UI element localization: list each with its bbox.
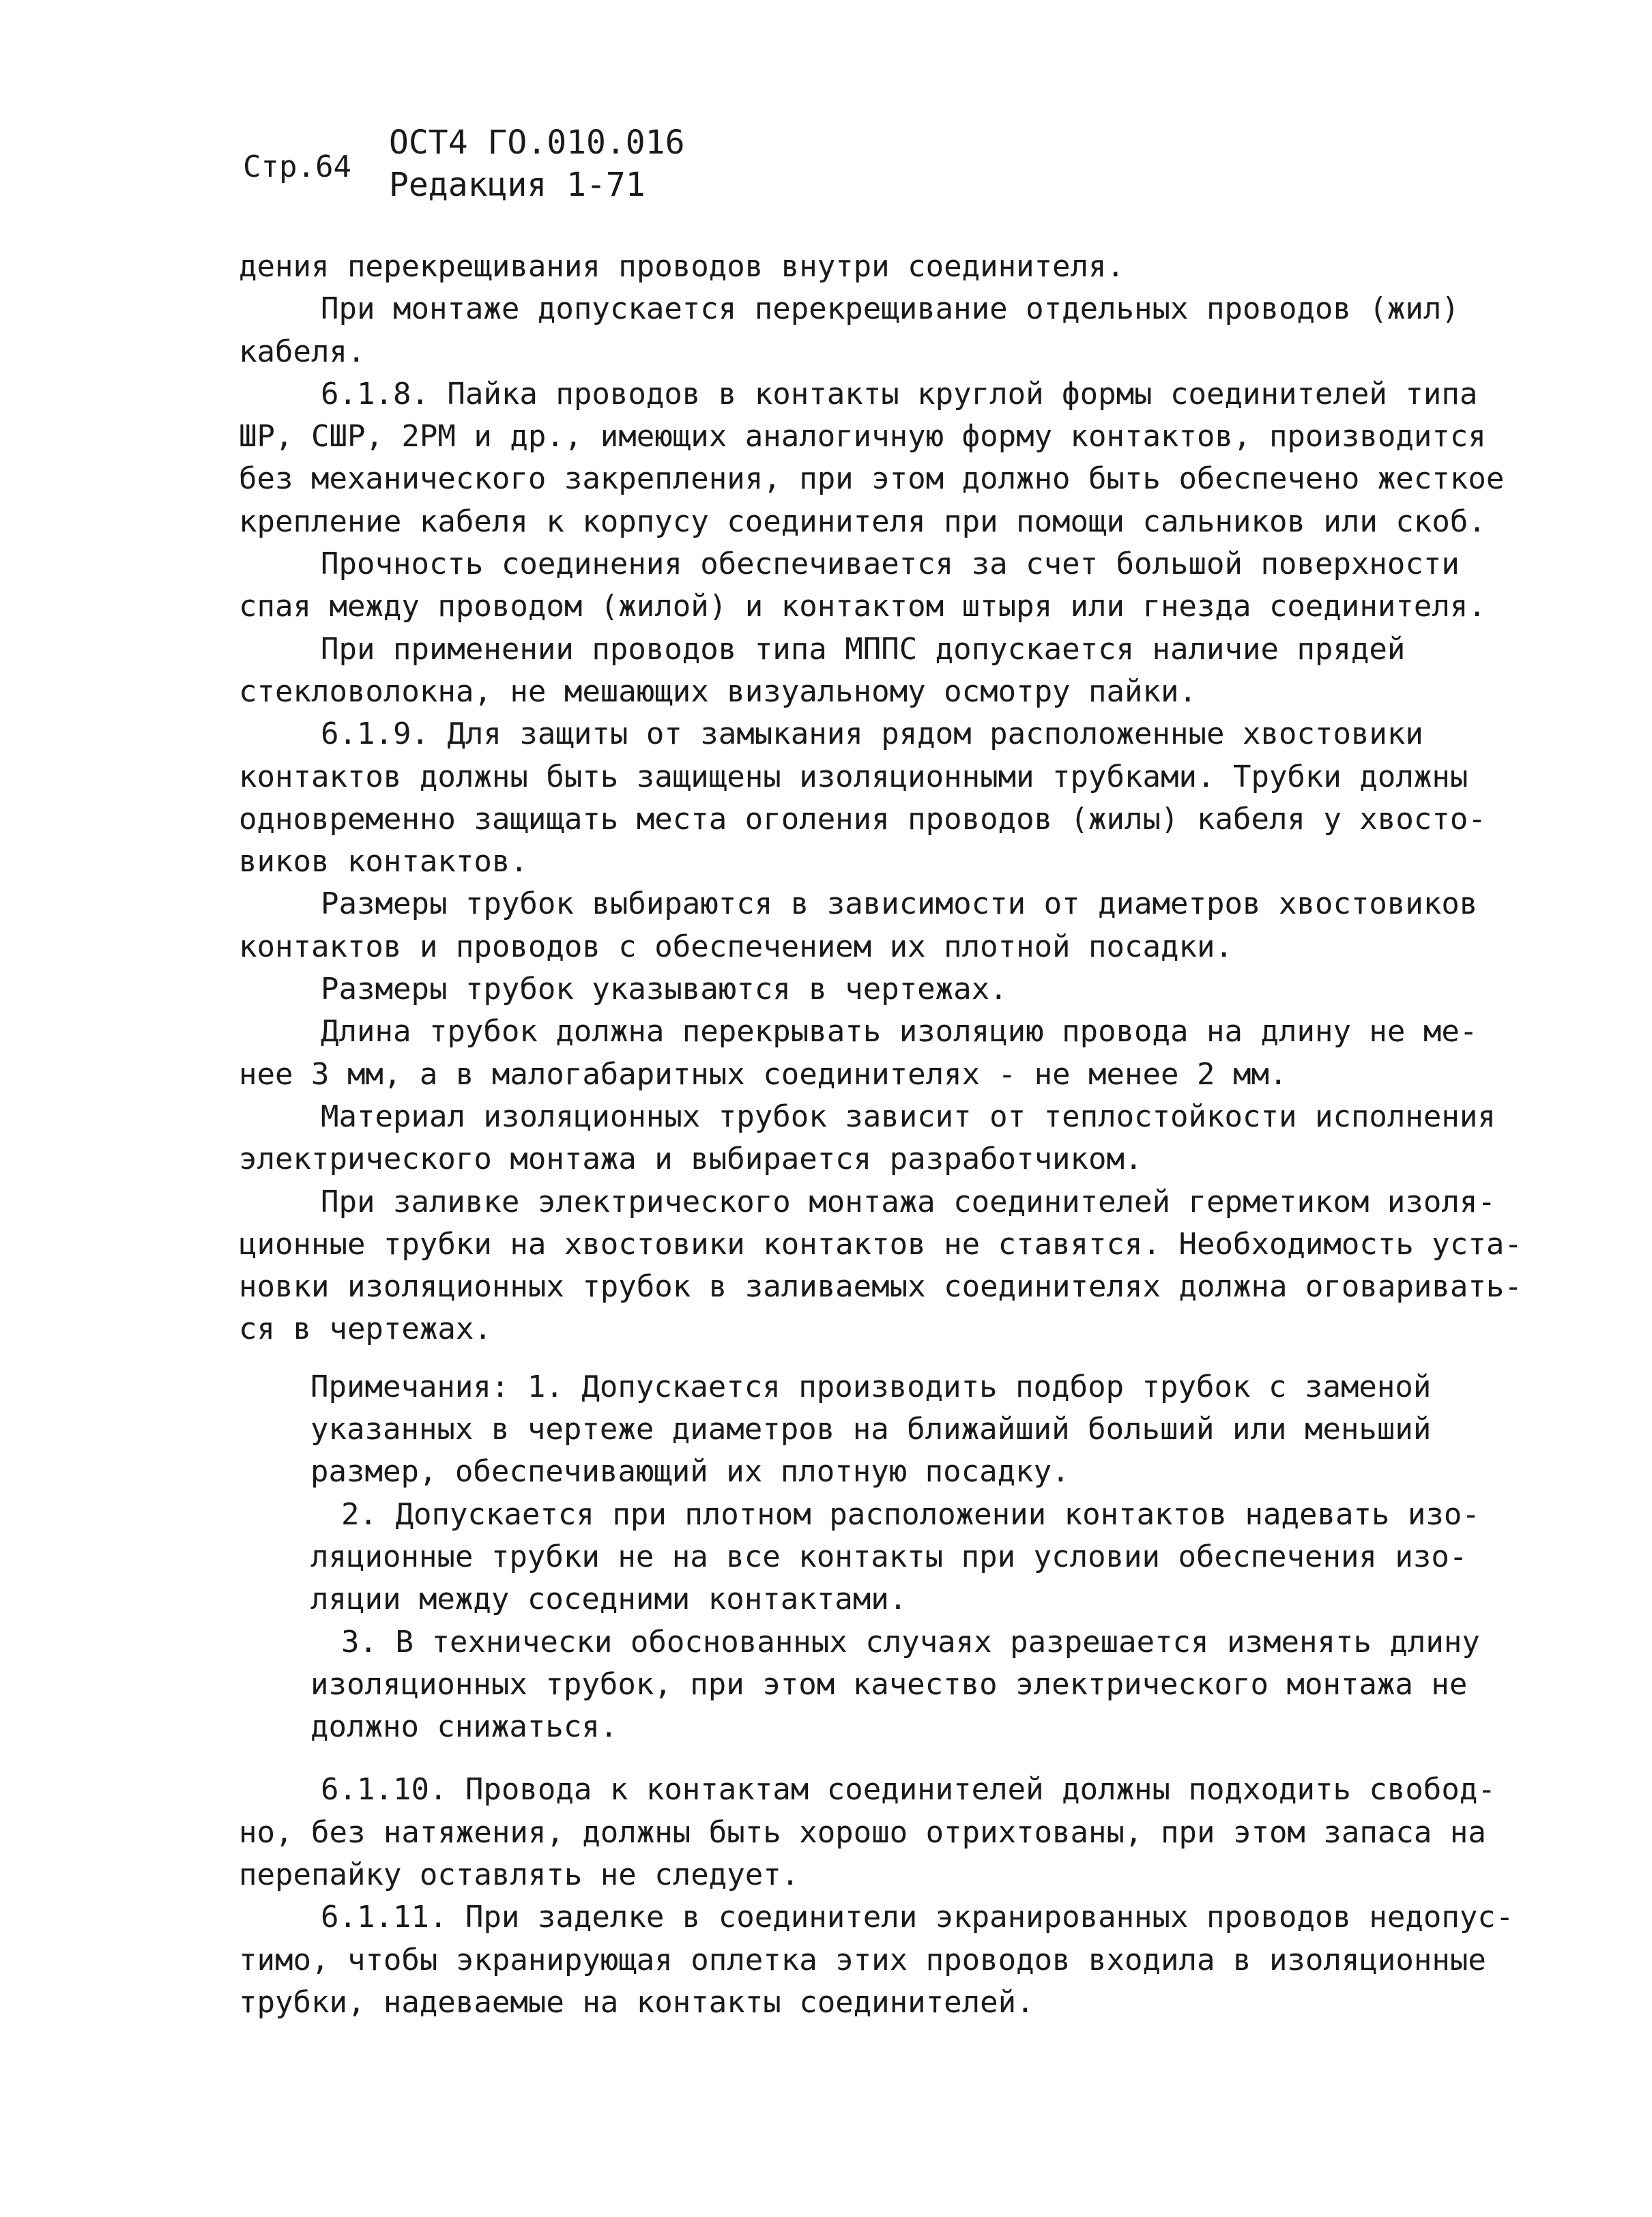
text-line: новки изоляционных трубок в заливаемых соединителях должна оговаривать-	[239, 1269, 1522, 1305]
text-line: ся в чертежах.	[239, 1312, 492, 1347]
text-line: электрического монтажа и выбирается разработчиком.	[239, 1142, 1143, 1177]
text-line: При заливке электрического монтажа соединителей герметиком изоля-	[321, 1184, 1496, 1219]
text-line: без механического закрепления, при этом должно быть обеспечено жесткое	[239, 461, 1505, 497]
note-line: ляции между соседними контактами.	[310, 1582, 908, 1617]
text-line: нее 3 мм, а в малогабаритных соединителях - не менее 2 мм.	[239, 1056, 1288, 1092]
standard-code: ОСТ4 ГО.010.016	[389, 124, 685, 162]
clause-6-1-11: 6.1.11. При заделке в соединители экранированных проводов недопус-	[321, 1900, 1514, 1935]
note-line: указанных в чертеже диаметров на ближайший больший или меньший	[310, 1412, 1432, 1447]
note-3: 3. В технически обоснованных случаях разрешается изменять длину	[341, 1624, 1480, 1660]
edition-label: Редакция 1-71	[389, 166, 646, 204]
text-line: Прочность соединения обеспечивается за счет большой поверхности	[321, 547, 1460, 582]
text-line: спая между проводом (жилой) и контактом штыря или гнезда соединителя.	[239, 589, 1486, 624]
text-line: ШР, СШР, 2РМ и др., имеющих аналогичную форму контактов, производится	[239, 419, 1486, 454]
text-line: одновременно защищать места оголения проводов (жилы) кабеля у хвосто-	[239, 801, 1486, 837]
text-line: контактов должны быть защищены изоляционными трубками. Трубки должны	[239, 759, 1468, 794]
text-line: виков контактов.	[239, 844, 528, 880]
text-line: перепайку оставлять не следует.	[239, 1857, 800, 1892]
note-line: должно снижаться.	[310, 1709, 618, 1745]
note-line: размер, обеспечивающий их плотную посадку.	[310, 1454, 1070, 1490]
document-header	[389, 121, 684, 206]
notes-block	[239, 1366, 1480, 1749]
text-line: При монтаже допускается перекрещивание отдельных проводов (жил)	[321, 291, 1460, 327]
clause-6-1-8: 6.1.8. Пайка проводов в контакты круглой формы соединителей типа	[321, 376, 1478, 411]
text-line: кабеля.	[239, 334, 366, 369]
note-2: 2. Допускается при плотном расположении контактов надевать изо-	[341, 1496, 1480, 1532]
text-line: дения перекрещивания проводов внутри соединителя.	[239, 249, 1125, 284]
text-line: Материал изоляционных трубок зависит от теплостойкости исполнения	[321, 1099, 1496, 1134]
text-line: трубки, надеваемые на контакты соединителей.	[239, 1984, 1034, 2020]
text-line: При применении проводов типа МППС допускается наличие прядей	[321, 631, 1406, 667]
text-line: но, без натяжения, должны быть хорошо отрихтованы, при этом запаса на	[239, 1814, 1486, 1850]
text-line: Длина трубок должна перекрывать изоляцию провода на длину не ме-	[321, 1014, 1478, 1049]
text-line: контактов и проводов с обеспечением их плотной посадки.	[239, 929, 1233, 964]
text-line: тимо, чтобы экранирующая оплетка этих проводов входила в изоляционные	[239, 1942, 1486, 1977]
text-line: Размеры трубок указываются в чертежах.	[321, 972, 1008, 1007]
text-line: крепление кабеля к корпусу соединителя при помощи сальников или скоб.	[239, 504, 1486, 539]
text-line: Размеры трубок выбираются в зависимости от диаметров хвостовиков	[321, 886, 1478, 922]
note-line: изоляционных трубок, при этом качество электрического монтажа не	[310, 1666, 1468, 1702]
text-line: стекловолокна, не мешающих визуальному осмотру пайки.	[239, 673, 1197, 709]
text-line: ционные трубки на хвостовики контактов не ставятся. Необходимость уста-	[239, 1226, 1522, 1262]
page-number: Стр.64	[243, 149, 351, 184]
document-body	[239, 246, 1522, 2024]
note-1: Примечания: 1. Допускается производить подбор трубок с заменой	[310, 1369, 1432, 1404]
clause-6-1-9: 6.1.9. Для защиты от замыкания рядом расположенные хвостовики	[321, 716, 1423, 752]
note-line: ляционные трубки не на все контакты при условии обеспечения изо-	[310, 1539, 1468, 1574]
clause-6-1-10: 6.1.10. Провода к контактам соединителей должны подходить свобод-	[321, 1772, 1496, 1808]
